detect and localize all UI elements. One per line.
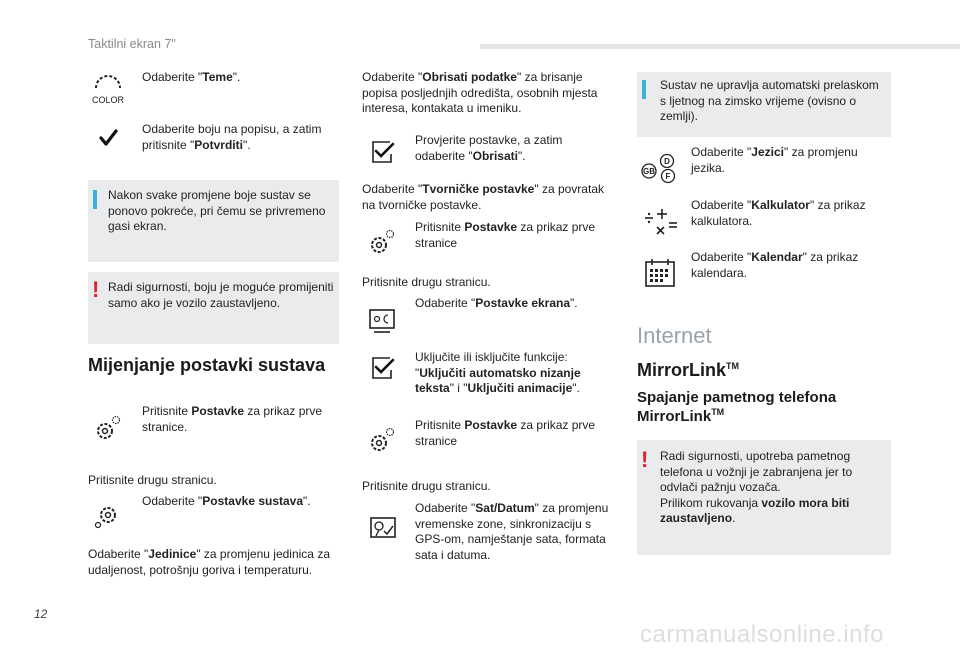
provjerite-instruction: Provjerite postavke, a zatim odaberite "Obrisati". [415,133,563,163]
warning-note-text: Radi sigurnosti, boju je moguće promijeniti samo ako je vozilo zaustavljeno. [108,280,334,310]
potvrditi-instruction: Odaberite boju na popisu, a zatim pritisnite "Potvrditi". [142,122,322,152]
confirm-box-icon [362,136,402,168]
mirrorlink-heading: MirrorLink™ [637,360,740,380]
svg-text:GB: GB [643,167,655,176]
section-title: Taktilni ekran 7" [88,37,176,51]
postavke-ekrana-instruction: Odaberite "Postavke ekrana". [415,296,578,310]
watermark: carmanualsonline.info [640,621,884,648]
display-settings-icon [362,306,402,338]
postavke-instruction: Pritisnite Postavke za prikaz prve stranice. [142,404,323,434]
info-marker-icon [642,80,646,99]
kalendar-instruction: Odaberite "Kalendar" za prikaz kalendara. [691,250,859,280]
confirm-box-icon [362,352,402,384]
svg-text:D: D [664,157,670,166]
jedinice-instruction: Odaberite "Jedinice" za promjenu jedinica za udaljenost, potrošnju goriva i temperaturu. [88,547,330,577]
clock-date-icon [362,512,402,544]
page-number: 12 [34,607,48,621]
postavke-sustava-instruction: Odaberite "Postavke sustava". [142,494,311,508]
postavke-instruction-2: Pritisnite Postavke za prikaz prve stranice [415,220,596,250]
warning-note-mirrorlink [637,440,891,555]
druga-stranica-text: Pritisnite drugu stranicu. [362,275,491,289]
system-settings-icon [88,500,128,532]
postavke-instruction-3: Pritisnite Postavke za prikaz prve stranice [415,418,596,448]
internet-heading: Internet [637,323,712,348]
obrisati-podatke-instruction: Odaberite "Obrisati podatke" za brisanje popisa posljednjih odredišta, osobnih mjesta interesa, kontakata u imeniku. [362,70,598,116]
svg-text:COLOR: COLOR [91,95,125,105]
warning-icon: ! [641,447,649,472]
header-divider [480,44,960,49]
calculator-icon [637,204,681,238]
svg-text:F: F [665,172,671,181]
color-icon [88,74,128,106]
jezici-instruction: Odaberite "Jezici" za promjenu jezika. [691,145,858,175]
settings-gear-icon [88,412,128,444]
info-note-color [88,180,339,262]
tvornicke-instruction: Odaberite "Tvorničke postavke" za povratak na tvorničke postavke. [362,182,604,212]
warning-icon: ! [92,277,100,302]
info-marker-icon [93,190,97,209]
checkmark-icon [88,122,128,154]
languages-icon [637,152,681,184]
druga-stranica-text: Pritisnite drugu stranicu. [362,479,491,493]
sat-datum-instruction: Odaberite "Sat/Datum" za promjenu vremenske zone, sinkronizaciju s GPS-om, namještanje sata, formata sata i datuma. [415,501,609,562]
ukljucite-instruction: Uključite ili isključite funkcije: "Uključiti automatsko nizanje teksta" i "Uključiti animacije". [415,350,581,396]
info-note-text: Sustav ne upravlja automatski prelaskom s ljetnog na zimsko vrijeme (ovisno o zemlji). [660,78,879,124]
settings-gear-icon [362,226,402,258]
settings-gear-icon [362,424,402,456]
warning-note-color [88,272,339,344]
warning-note-text: Radi sigurnosti, upotreba pametnog telefona u vožnji je zabranjena jer to odvlači pažnju vozača. Prilikom rukovanja vozilo mora biti zaustavljeno. [660,449,853,526]
info-note-text: Nakon svake promjene boje sustav se ponovo pokreće, pri čemu se privremeno gasi ekran. [108,188,326,234]
teme-instruction: Odaberite "Teme". [142,70,241,84]
druga-stranica-text: Pritisnite drugu stranicu. [88,473,217,487]
info-note-dst [637,72,891,137]
mirrorlink-subheading: Spajanje pametnog telefona MirrorLink™ [637,389,837,425]
section-heading: Mijenjanje postavki sustava [88,355,326,375]
kalkulator-instruction: Odaberite "Kalkulator" za prikaz kalkulatora. [691,198,866,228]
calendar-icon [641,256,679,290]
